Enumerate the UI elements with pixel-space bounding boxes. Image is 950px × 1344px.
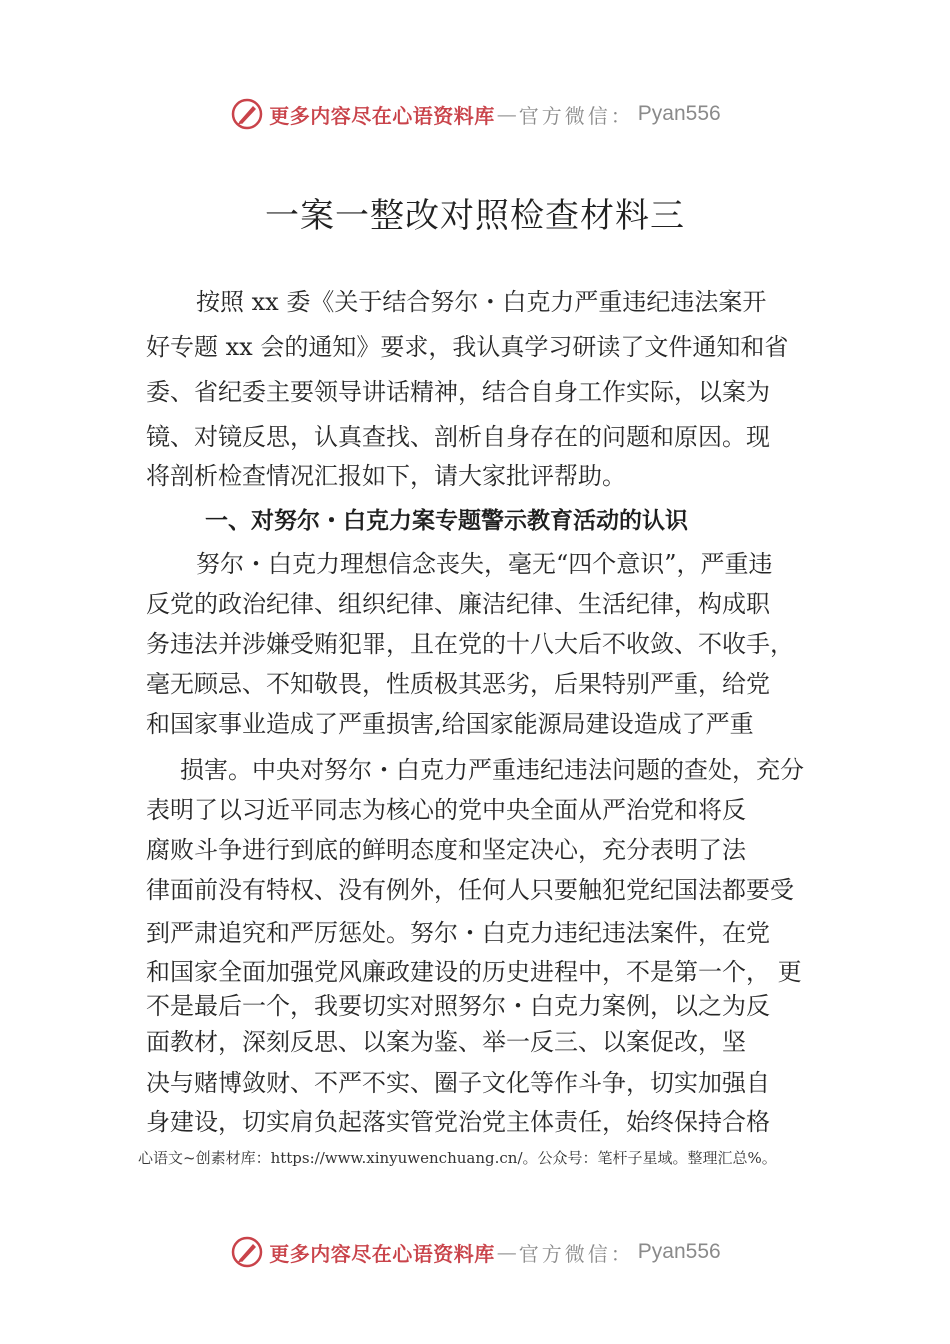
pen-nib-logo-icon [229,96,265,132]
body-line: 和国家全面加强党风廉政建设的历史进程中，不是第一个， 更 [146,958,802,986]
body-line: 务违法并涉嫌受贿犯罪，且在党的十八大后不收敛、不收手， [146,630,794,658]
body-line: 表明了以习近平同志为核心的党中央全面从严治党和将反 [146,796,746,824]
body-line: 到严肃追究和严厉惩处。努尔・白克力违纪违法案件，在党 [146,919,770,947]
banner-text: 更多内容尽在心语资料库 [269,1241,495,1266]
body-line: 身建设，切实肩负起落实管党治党主体责任，始终保持合格 [146,1108,770,1136]
section-heading: 一、对努尔・白克力案专题警示教育活动的认识 [205,508,688,534]
body-line: 和国家事业造成了严重损害,给国家能源局建设造成了严重 [146,710,754,738]
body-line: 好专题 xx 会的通知》要求，我认真学习研读了文件通知和省 [146,333,789,361]
watermark-banner-bottom [0,1232,950,1272]
document-title: 一案一整改对照检查材料三 [265,196,685,236]
body-line: 按照 xx 委《关于结合努尔・白克力严重违纪违法案开 [196,288,767,316]
pen-nib-logo-icon [229,1234,265,1270]
body-line: 面教材，深刻反思、以案为鉴、举一反三、以案促改，坚 [146,1028,746,1056]
footer-note: 心语文~创素材库：https://www.xinyuwenchuang.cn/。公众号：笔杆子星域。整理汇总%。 [138,1149,777,1167]
banner-wechat-label: 官方微信： [518,1241,634,1266]
body-line: 腐败斗争进行到底的鲜明态度和坚定决心，充分表明了法 [146,836,746,864]
body-line: 不是最后一个，我要切实对照努尔・白克力案例，以之为反 [146,992,770,1020]
banner-text: 更多内容尽在心语资料库 [269,103,495,128]
body-line: 决与赌博敛财、不严不实、圈子文化等作斗争，切实加强自 [146,1069,770,1097]
body-line: 律面前没有特权、没有例外，任何人只要触犯党纪国法都要受 [146,876,794,904]
banner-wechat-label: 官方微信： [518,103,634,128]
body-line: 镜、对镜反思，认真查找、剖析自身存在的问题和原因。现 [146,423,770,451]
body-line: 努尔・白克力理想信念丧失，毫无“四个意识”，严重违 [196,550,773,578]
body-line: 委、省纪委主要领导讲话精神，结合自身工作实际，以案为 [146,378,770,406]
body-line: 将剖析检查情况汇报如下，请大家批评帮助。 [146,462,626,490]
body-line: 损害。中央对努尔・白克力严重违纪违法问题的查处，充分 [180,756,804,784]
body-line: 毫无顾忌、不知敬畏，性质极其恶劣，后果特别严重，给党 [146,670,770,698]
banner-wechat-id: Pyan556 [637,1240,721,1263]
watermark-banner-top [0,94,950,134]
banner-wechat-id: Pyan556 [637,102,721,125]
banner-separator: — [496,102,517,126]
banner-separator: — [496,1240,517,1264]
body-line: 反党的政治纪律、组织纪律、廉洁纪律、生活纪律，构成职 [146,590,770,618]
